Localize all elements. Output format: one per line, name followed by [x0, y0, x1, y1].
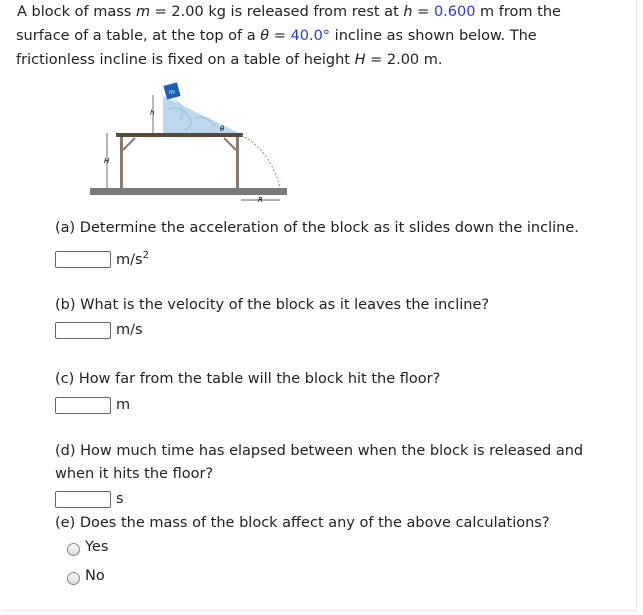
radio-no[interactable]	[67, 572, 80, 585]
unit-d: s	[116, 491, 124, 507]
incline-table-figure	[0, 0, 643, 215]
svg-text:R: R	[258, 196, 263, 204]
unit-a: $m/s^2$	[116, 250, 149, 268]
svg-text:H: H	[104, 157, 110, 165]
answer-b-input[interactable]	[55, 322, 111, 339]
theta-value: 40.0°	[290, 28, 331, 44]
answer-a-input[interactable]	[55, 251, 111, 268]
svg-text:θ: θ	[220, 125, 225, 133]
answer-c-input[interactable]	[55, 397, 111, 414]
h-value: 0.600	[433, 4, 476, 20]
question-b: (b) What is the velocity of the block as it leaves the incline?	[55, 297, 490, 313]
question-c: (c) How far from the table will the block hit the floor?	[55, 371, 441, 387]
option-no-label[interactable]: No	[85, 568, 105, 584]
trajectory	[241, 135, 280, 187]
ground	[90, 188, 287, 195]
problem-line-3: frictionless incline is fixed on a table of height H = 2.00 m.	[16, 52, 443, 68]
incline	[163, 96, 239, 133]
table-leg	[236, 137, 239, 188]
unit-b: m/s	[116, 322, 143, 338]
svg-text:h: h	[150, 109, 155, 117]
question-d: (d) How much time has elapsed between when the block is released and	[55, 443, 584, 459]
table-top	[116, 133, 243, 137]
question-a: (a) Determine the acceleration of the block as it slides down the incline.	[55, 220, 579, 236]
option-yes-label[interactable]: Yes	[85, 539, 109, 555]
problem-line-1: A block of mass m = 2.00 kg is released from rest at h = 0.600 m from the	[17, 4, 561, 20]
unit-c: m	[116, 397, 131, 413]
svg-text:m: m	[169, 89, 175, 96]
table-leg	[120, 137, 123, 188]
radio-yes[interactable]	[67, 543, 80, 556]
answer-d-input[interactable]	[55, 491, 111, 508]
question-d-cont: when it hits the floor?	[55, 466, 214, 482]
question-e: (e) Does the mass of the block affect any of the above calculations?	[55, 515, 550, 531]
problem-line-2: surface of a table, at the top of a θ = 40.0° incline as shown below. The	[16, 28, 537, 44]
